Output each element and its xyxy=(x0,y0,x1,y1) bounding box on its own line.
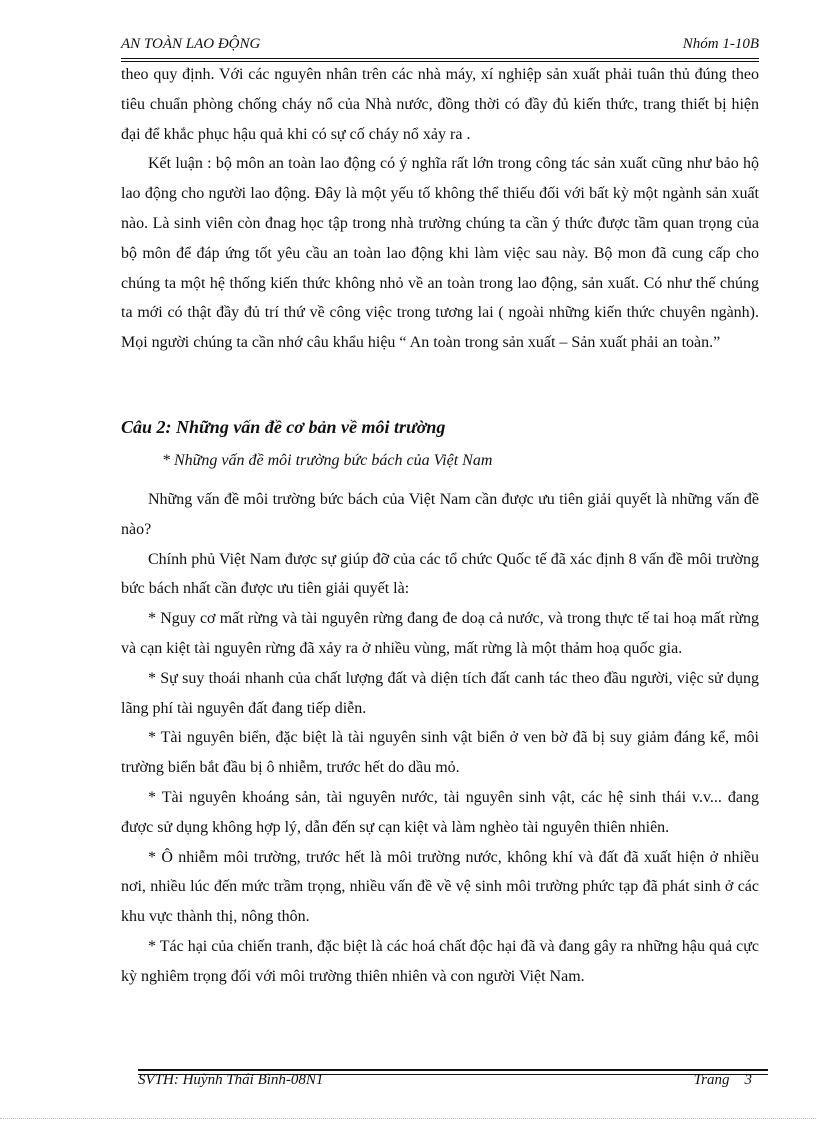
header-rule xyxy=(121,58,759,59)
page-number: Trang 3 xyxy=(693,1072,752,1088)
section-heading: Câu 2: Những vấn đề cơ bản về môi trường xyxy=(121,417,446,437)
section-body xyxy=(121,485,759,992)
page-edge xyxy=(0,1118,816,1119)
intro-paragraph: theo quy định. Với các nguyên nhân trên các nhà máy, xí nghiệp sản xuất phải tuân thủ đúng theo tiêu chuẩn phòng chống cháy nổ của Nhà nước, đồng thời có đầy đủ kiến thức, trang thiết bị hiện đại để khắc phục hậu quả khi có sự cố cháy nổ xảy ra . xyxy=(121,66,759,143)
header-title: AN TOÀN LAO ĐỘNG xyxy=(121,36,261,52)
page-header xyxy=(121,36,759,58)
list-item: * Nguy cơ mất rừng và tài nguyên rừng đang đe doạ cả nước, và trong thực tế tai hoạ mất rừng và cạn kiệt tài nguyên rừng đã xảy ra ở nhiều vùng, mất rừng là một thảm hoạ quốc gia. xyxy=(121,610,759,657)
section-paragraph: Chính phủ Việt Nam được sự giúp đỡ của các tổ chức Quốc tế đã xác định 8 vấn đề môi trường bức bách nhất cần được ưu tiên giải quyết là: xyxy=(121,550,759,598)
header-group: Nhóm 1-10B xyxy=(682,36,759,52)
section-paragraph: Những vấn đề môi trường bức bách của Việt Nam cần được ưu tiên giải quyết là những vấn đề nào? xyxy=(121,491,759,538)
footer-rule xyxy=(138,1069,768,1071)
list-item: * Tài nguyên biển, đặc biệt là tài nguyên sinh vật biển ở ven bờ đã bị suy giảm đáng kể, môi trường biển bắt đầu bị ô nhiễm, trước hết do dầu mỏ. xyxy=(121,729,759,777)
list-item: * Tác hại của chiến tranh, đặc biệt là các hoá chất độc hại đã và đang gây ra những hậu quả cực kỳ nghiêm trọng đối với môi trường thiên nhiên và con người Việt Nam. xyxy=(121,937,759,985)
list-item: * Tài nguyên khoáng sản, tài nguyên nước, tài nguyên sinh vật, các hệ sinh thái v.v... đang được sử dụng không hợp lý, dẫn đến sự cạn kiệt và làm nghèo tài nguyên thiên nhiên. xyxy=(121,788,759,836)
list-item: * Sự suy thoái nhanh của chất lượng đất và diện tích đất canh tác theo đầu người, việc sử dụng lãng phí tài nguyên đất đang tiếp diễn. xyxy=(121,669,759,717)
section-subheading: * Những vấn đề môi trường bức bách của Việt Nam xyxy=(162,452,493,469)
page-body xyxy=(121,60,759,985)
list-item: * Ô nhiễm môi trường, trước hết là môi trường nước, không khí và đất đã xuất hiện ở nhiều nơi, nhiều lúc đến mức trầm trọng, nhiều vấn đề về vệ sinh môi trường phức tạp đã phát sinh ở các khu vực thành thị, nông thôn. xyxy=(121,848,759,926)
conclusion-paragraph: Kết luận : bộ môn an toàn lao động có ý nghĩa rất lớn trong công tác sản xuất cũng như bảo hộ lao động cho người lao động. Đây là một yếu tố không thể thiếu đối với bất kỳ một ngành sản xuất nào. Là sinh viên còn đnag học tập trong nhà trường chúng ta cần ý thức được tầm quan trọng của bộ môn để đáp ứng tốt yêu cầu an toàn lao động khi làm việc sau này. Bộ mon đã cung cấp cho chúng ta một hệ thống kiến thức không nhỏ về an toàn trong lao động, sản xuất. Có như thế chúng ta mới có thật đầy đủ trí thứ về công việc trong tương lai ( ngoài những kiến thức chuyên ngành). Mọi người chúng ta cần nhớ câu khẩu hiệu “ An toàn trong sản xuất – Sản xuất phải an toàn.” xyxy=(121,155,759,352)
footer-author: SVTH: Huỳnh Thái Bình-08N1 xyxy=(138,1072,324,1088)
